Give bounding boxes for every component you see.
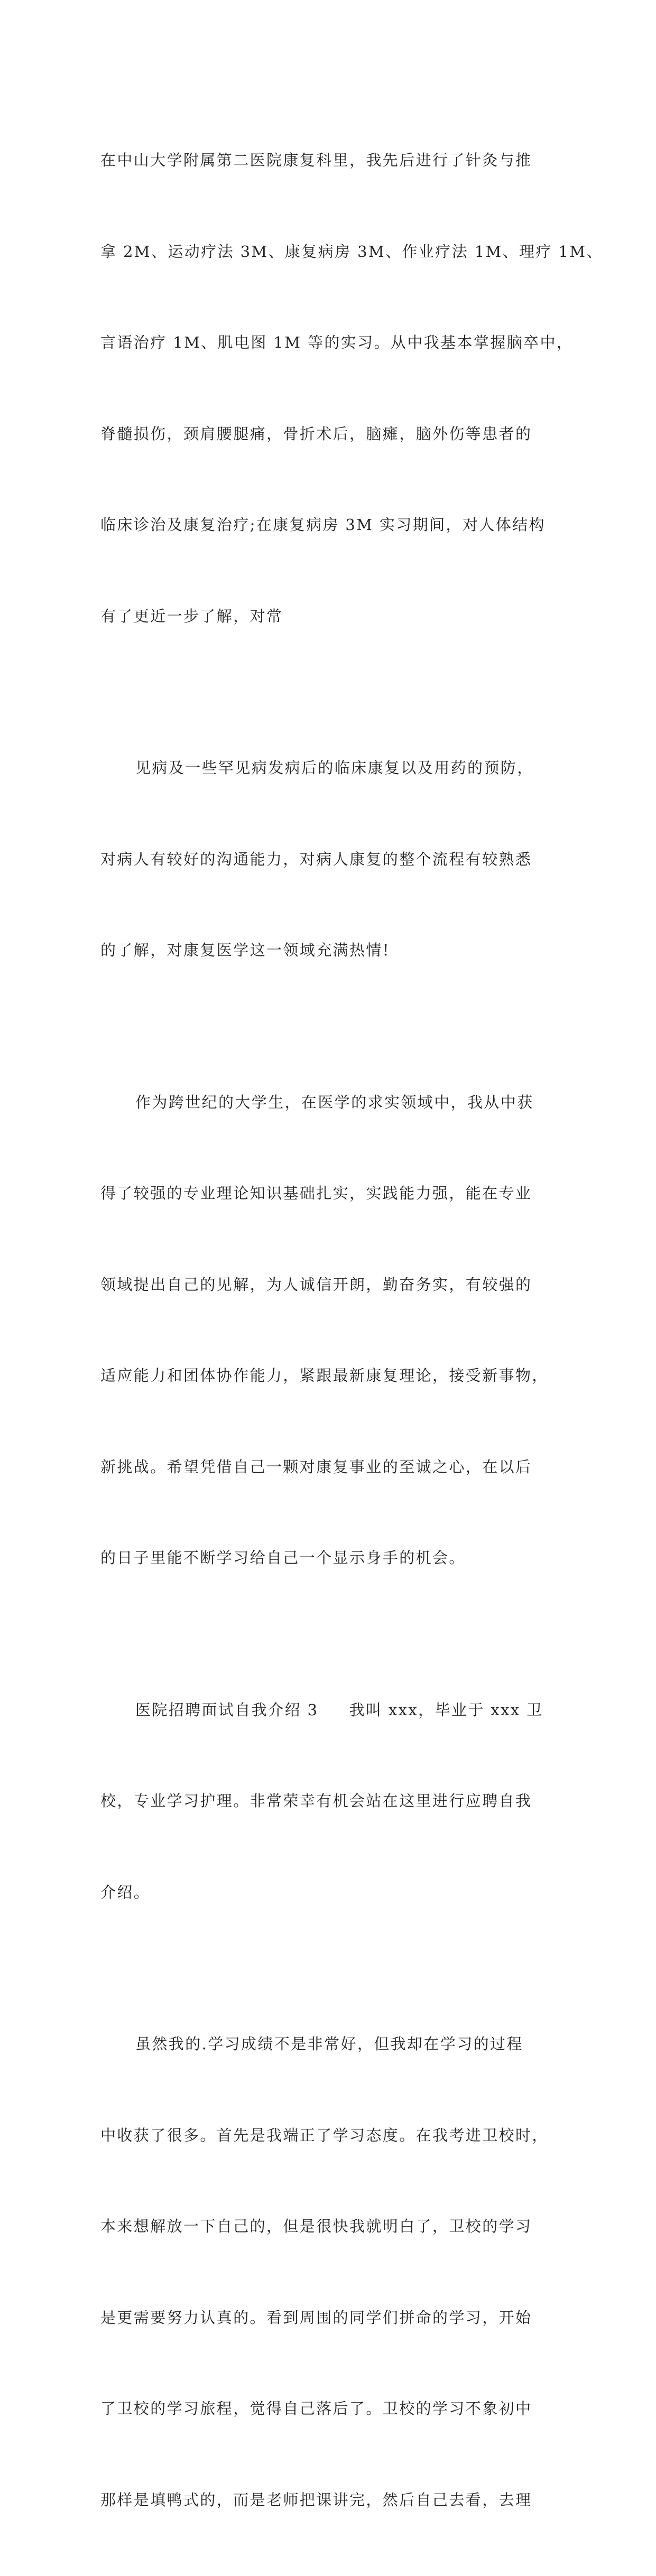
text-line: 脊髓损伤，颈肩腰腿痛，骨折术后，脑瘫，脑外伤等患者的 (100, 424, 532, 443)
text-line: 中收获了很多。首先是我端正了学习态度。在我考进卫校时， (100, 2126, 549, 2144)
text-line: 临床诊治及康复治疗;在康复病房 3M 实习期间，对人体结构 (100, 516, 546, 534)
intro-first-line: 我叫 xxx，毕业于 xxx 卫 (349, 1700, 543, 1719)
text-line: 见病及一些罕见病发病后的临床康复以及用药的预防， (135, 759, 534, 777)
document-body (100, 85, 603, 2576)
text-line: 得了较强的专业理论知识基础扎实，实践能力强，能在专业 (100, 1184, 532, 1202)
text-line: 在中山大学附属第二医院康复科里，我先后进行了针灸与推 (100, 151, 532, 169)
paragraph-introduction-3 (100, 1634, 566, 1969)
text-line: 介绍。 (100, 1883, 151, 1901)
paragraph-self-assessment (100, 1027, 566, 1634)
paragraph-study-experience (100, 1968, 566, 2576)
text-line: 作为跨世纪的大学生，在医学的求实领域中，我从中获 (135, 1093, 534, 1111)
text-line: 本来想解放一下自己的，但是很快我就明白了，卫校的学习 (100, 2217, 532, 2235)
text-line: 适应能力和团体协作能力，紧跟最新康复理论，接受新事物， (100, 1366, 549, 1384)
text-line: 有了更近一步了解，对常 (100, 607, 283, 625)
text-line: 的日子里能不断学习给自己一个显示身手的机会。 (100, 1549, 466, 1567)
paragraph-clinical-skills (100, 692, 566, 1027)
text-line: 是更需要努力认真的。看到周围的同学们拼命的学习，开始 (100, 2308, 532, 2327)
text-line: 了卫校的学习旅程，觉得自己落后了。卫校的学习不象初中 (100, 2400, 532, 2417)
section-heading: 医院招聘面试自我介绍 3 (135, 1700, 319, 1719)
text-line: 的了解，对康复医学这一领域充满热情! (100, 941, 390, 959)
paragraph-internship (100, 85, 603, 692)
text-line (100, 1695, 566, 1726)
text-line: 领域提出自己的见解，为人诚信开朗，勤奋务实，有较强的 (100, 1275, 532, 1294)
text-line: 拿 2M、运动疗法 3M、康复病房 3M、作业疗法 1M、理疗 1M、 (100, 242, 603, 261)
text-line: 新挑战。希望凭借自己一颗对康复事业的至诚之心，在以后 (100, 1457, 532, 1476)
text-line: 校，专业学习护理。非常荣幸有机会站在这里进行应聘自我 (100, 1792, 532, 1810)
text-line: 虽然我的.学习成绩不是非常好，但我却在学习的过程 (135, 2035, 523, 2053)
text-line: 那样是填鸭式的，而是老师把课讲完，然后自己去看，去理 (100, 2490, 532, 2509)
text-line: 言语治疗 1M、肌电图 1M 等的实习。从中我基本掌握脑卒中， (100, 333, 574, 351)
text-line: 对病人有较好的沟通能力，对病人康复的整个流程有较熟悉 (100, 850, 532, 868)
